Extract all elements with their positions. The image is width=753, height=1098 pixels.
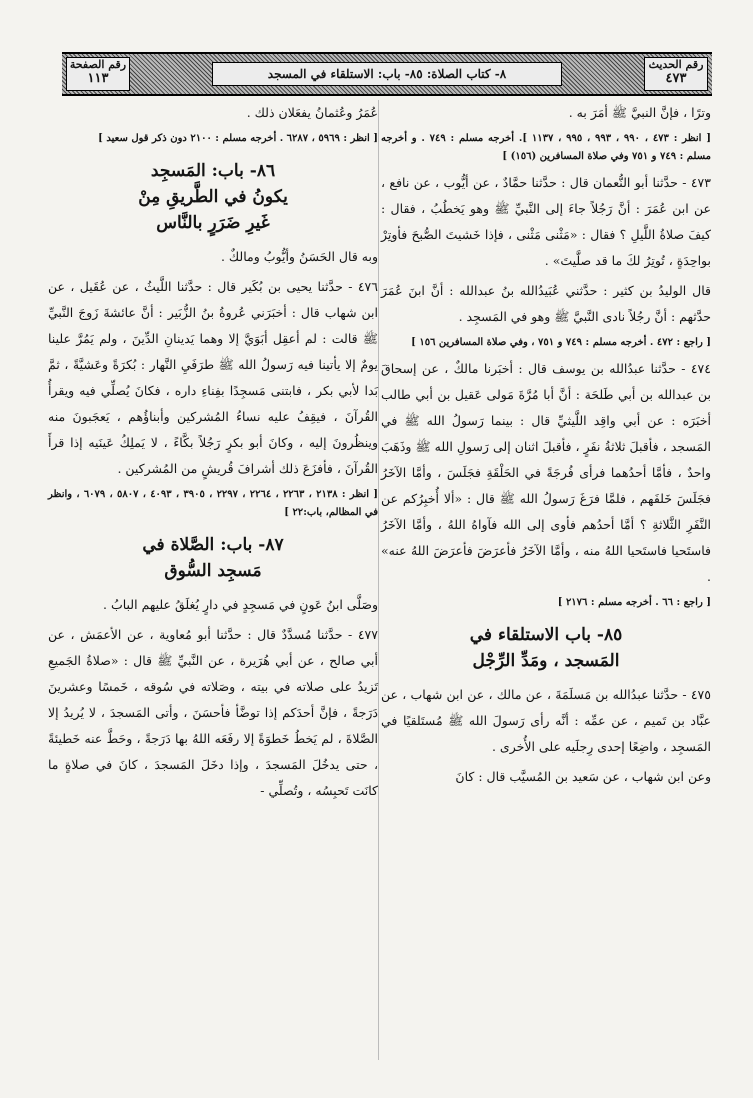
hadith-number-box [644,57,708,91]
column-divider [378,100,379,1060]
text-paragraph: عُمَرُ وعُثمانُ يفعَلان ذلك . [246,105,378,120]
text-paragraph: وعن ابن شهاب ، عن سَعيد بن المُسيَّب قال : كانَ [455,769,711,784]
right-column [381,100,711,794]
heading-line: المَسجد ، ومَدِّ الرِّجْل [472,651,620,671]
heading-line: ٨٥- باب الاستلقاء في [469,625,623,645]
heading-line: ٨٦- باب: المَسجِد [150,161,276,181]
chapter-heading-85 [381,622,711,674]
heading-line: يكونُ في الطَّريقِ مِنْ [138,187,288,207]
page-number-box [66,57,130,91]
hadith-474: ٤٧٤ - حدَّثنا عبدُالله بن يوسف قال : أخبَرنا مالكٌ ، عن إسحاقَ بن عبدالله بن أبي طَلحَة : أنَّ أبا مُرَّةَ مَولى عَقيل بن أبي طالب أخبَرَه : عن أبي واقِد اللَّيثيِّ قال : بينما رَسولُ الله ﷺ في المَسجد ، فأقبلَ ثلاثةُ نفَرٍ ، فأقبلَ اثنان إلى رَسولِ الله ﷺ وذَهَبَ واحدٌ ، فأمَّا أحدُهما فرأى فُرجَةً في الحَلْقَةِ فجَلَسَ ، وأمَّا الآخَرُ فجَلَسَ خَلفَهم ، فلمَّا فرَغَ رَسولُ الله ﷺ قال : «ألا أُخبِرُكم عن النَّفَرِ الثَّلاثةِ ؟ أمَّا أحدُهم فأوى إلى الله فآواهُ اللهُ ، وأمَّا الآخَرُ فاستَحيا فاستَحيا اللهُ منه ، وأمَّا الآخَرُ فأعرَضَ فأعرَضَ اللهُ عنه» . [381,361,711,584]
text-paragraph: قال الوليدُ بن كثير : حدَّثني عُبَيدُالله بنُ عبدالله : أنَّ ابنَ عُمَرَ حدَّثهم : أنَّ رجُلاً نادى النَّبيَّ ﷺ وهو في المَسجِد . [381,283,711,324]
page-header [62,52,712,96]
chapter-title: ٨- كتاب الصلاة: ٨٥- باب: الاستلقاء في المسجد [212,62,562,86]
page-number-label: رقم الصفحة [69,58,127,71]
hadith-473: ٤٧٣ - حدَّثنا أبو النُّعمان قال : حدَّثنا حمَّادٌ ، عن أيُّوب ، عن نافع ، عن ابن عُمَرَ : أنَّ رَجُلاً جاءَ إلى النَّبيِّ ﷺ وهو يَخطُبُ ، فقال : كيفَ صلاةُ اللَّيلِ ؟ فقال : «مَثْنى مَثْنى ، فإذا خَشيتَ الصُّبحَ فأوتِرْ بواحِدَةٍ ، تُوتِرُ لكَ ما قد صلَّيتَ» . [381,175,711,268]
hadith-476: ٤٧٦ - حدَّثنا يحيى بن بُكَير قال : حدَّثنا اللَّيثُ ، عن عُقَيل ، عن ابن شهاب قال : أخبَرَني عُروةُ بنُ الزُّبَير : أنَّ عائشةَ زَوجَ النَّبيِّ ﷺ قالت : لم أعقِل أبَوَيَّ إلا وهما يَدينانِ الدِّينَ ، ولم يَمُرَّ علينا يومٌ إلا يأتينا فيه رَسولُ الله ﷺ طرَفَيِ النَّهار : بُكرَةً وعَشيَّةً ، ثمَّ بَدا لأبي بكر ، فابتنى مَسجِدًا بفِناءِ داره ، فكانَ يُصلِّي فيه ويقرأُ القُرآنَ ، فيقِفُ عليه نساءُ المُشركين وأبناؤُهم ، يَعجَبونَ منه وينظُرونَ إليه ، وكانَ أبو بكرٍ رَجُلاً بكَّاءً ، لا يَملِكُ عَينَيه إذا قرأَ القُرآنَ ، فأفزَعَ ذلك أشرافَ قُريشٍ من المُشركين . [48,279,378,476]
text-paragraph: وبه قال الحَسَنُ وأيُّوبُ ومالكٌ . [220,249,378,264]
heading-line: ٨٧- باب: الصَّلاة في [142,535,284,555]
reference-note: [ انظر : ٥٩٦٩ ، ٦٢٨٧ . أخرجه مسلم : ٢١٠٠ دون ذكر قول سعيد ] [98,133,378,144]
hadith-477: ٤٧٧ - حدَّثنا مُسدَّدٌ قال : حدَّثنا أبو مُعاوية ، عن الأعمَش ، عن أبي صالح ، عن أبي هُرَيرة ، عن النَّبيِّ ﷺ قال : «صلاةُ الجَميعِ تَزيدُ على صلاته في بيته ، وصَلاته في سُوقه ، خَمسًا وعشرينَ دَرَجةً ، فإنَّ أحدَكم إذا توضَّأ فأحسَنَ ، وأتى المَسجدَ ، لا يُريدُ إلا الصَّلاةَ ، لم يَخطُ خَطوَةً إلا رفَعَه اللهُ بها دَرَجةً ، وحَطَّ عنه خَطيئةً ، حتى يدخُلَ المَسجدَ ، وإذا دخَلَ المَسجدَ ، كانَ في صلاةٍ ما كانَت تَحبِسُه ، وتُصلِّي - [48,627,378,798]
heading-line: غَيرِ ضَرَرٍ بالنَّاس [156,213,270,233]
reference-note: [ راجع : ٦٦ . أخرجه مسلم : ٢١٧٦ ] [557,597,711,608]
text-paragraph: وترًا ، فإنَّ النبيَّ ﷺ أمَرَ به . [568,105,711,120]
heading-line: مَسجِد السُّوق [164,561,262,581]
chapter-heading-86 [48,158,378,236]
left-column [48,100,378,808]
reference-note: [ انظر : ٢١٣٨ ، ٢٢٦٣ ، ٢٢٦٤ ، ٢٢٩٧ ، ٣٩٠٥ ، ٤٠٩٣ ، ٥٨٠٧ ، ٦٠٧٩ ، وانظر في المظالم، باب:٢٢ ] [48,489,379,518]
page-number: ١١٣ [87,71,109,86]
hadith-475: ٤٧٥ - حدَّثنا عبدُالله بن مَسلَمَةَ ، عن مالك ، عن ابن شهاب ، عن عبَّاد بن تَميم ، عن عمِّه : أنَّه رأى رَسولَ الله ﷺ مُستَلقيًا في المَسجِد ، واضِعًا إحدى رِجلَيه على الأُخرى . [381,687,711,754]
hadith-number-label: رقم الحديث [648,58,704,71]
chapter-heading-87 [48,532,378,584]
reference-note: [ راجع : ٤٧٢ . أخرجه مسلم : ٧٤٩ و ٧٥١ ، وفي صلاة المسافرين ١٥٦ ] [411,337,711,348]
reference-note: [ انظر : ٤٧٣ ، ٩٩٠ ، ٩٩٣ ، ٩٩٥ ، ١١٣٧ ]. أخرجه مسلم : ٧٤٩ . و أخرجه مسلم : ٧٤٩ و ٧٥١ وفي صلاة المسافرين (١٥٦) ] [381,133,711,162]
hadith-number: ٤٧٣ [665,71,687,86]
text-paragraph: وصَلَّى ابنُ عَونٍ في مَسجِدٍ في دارٍ يُغلَقُ عليهم البابُ . [103,597,378,612]
